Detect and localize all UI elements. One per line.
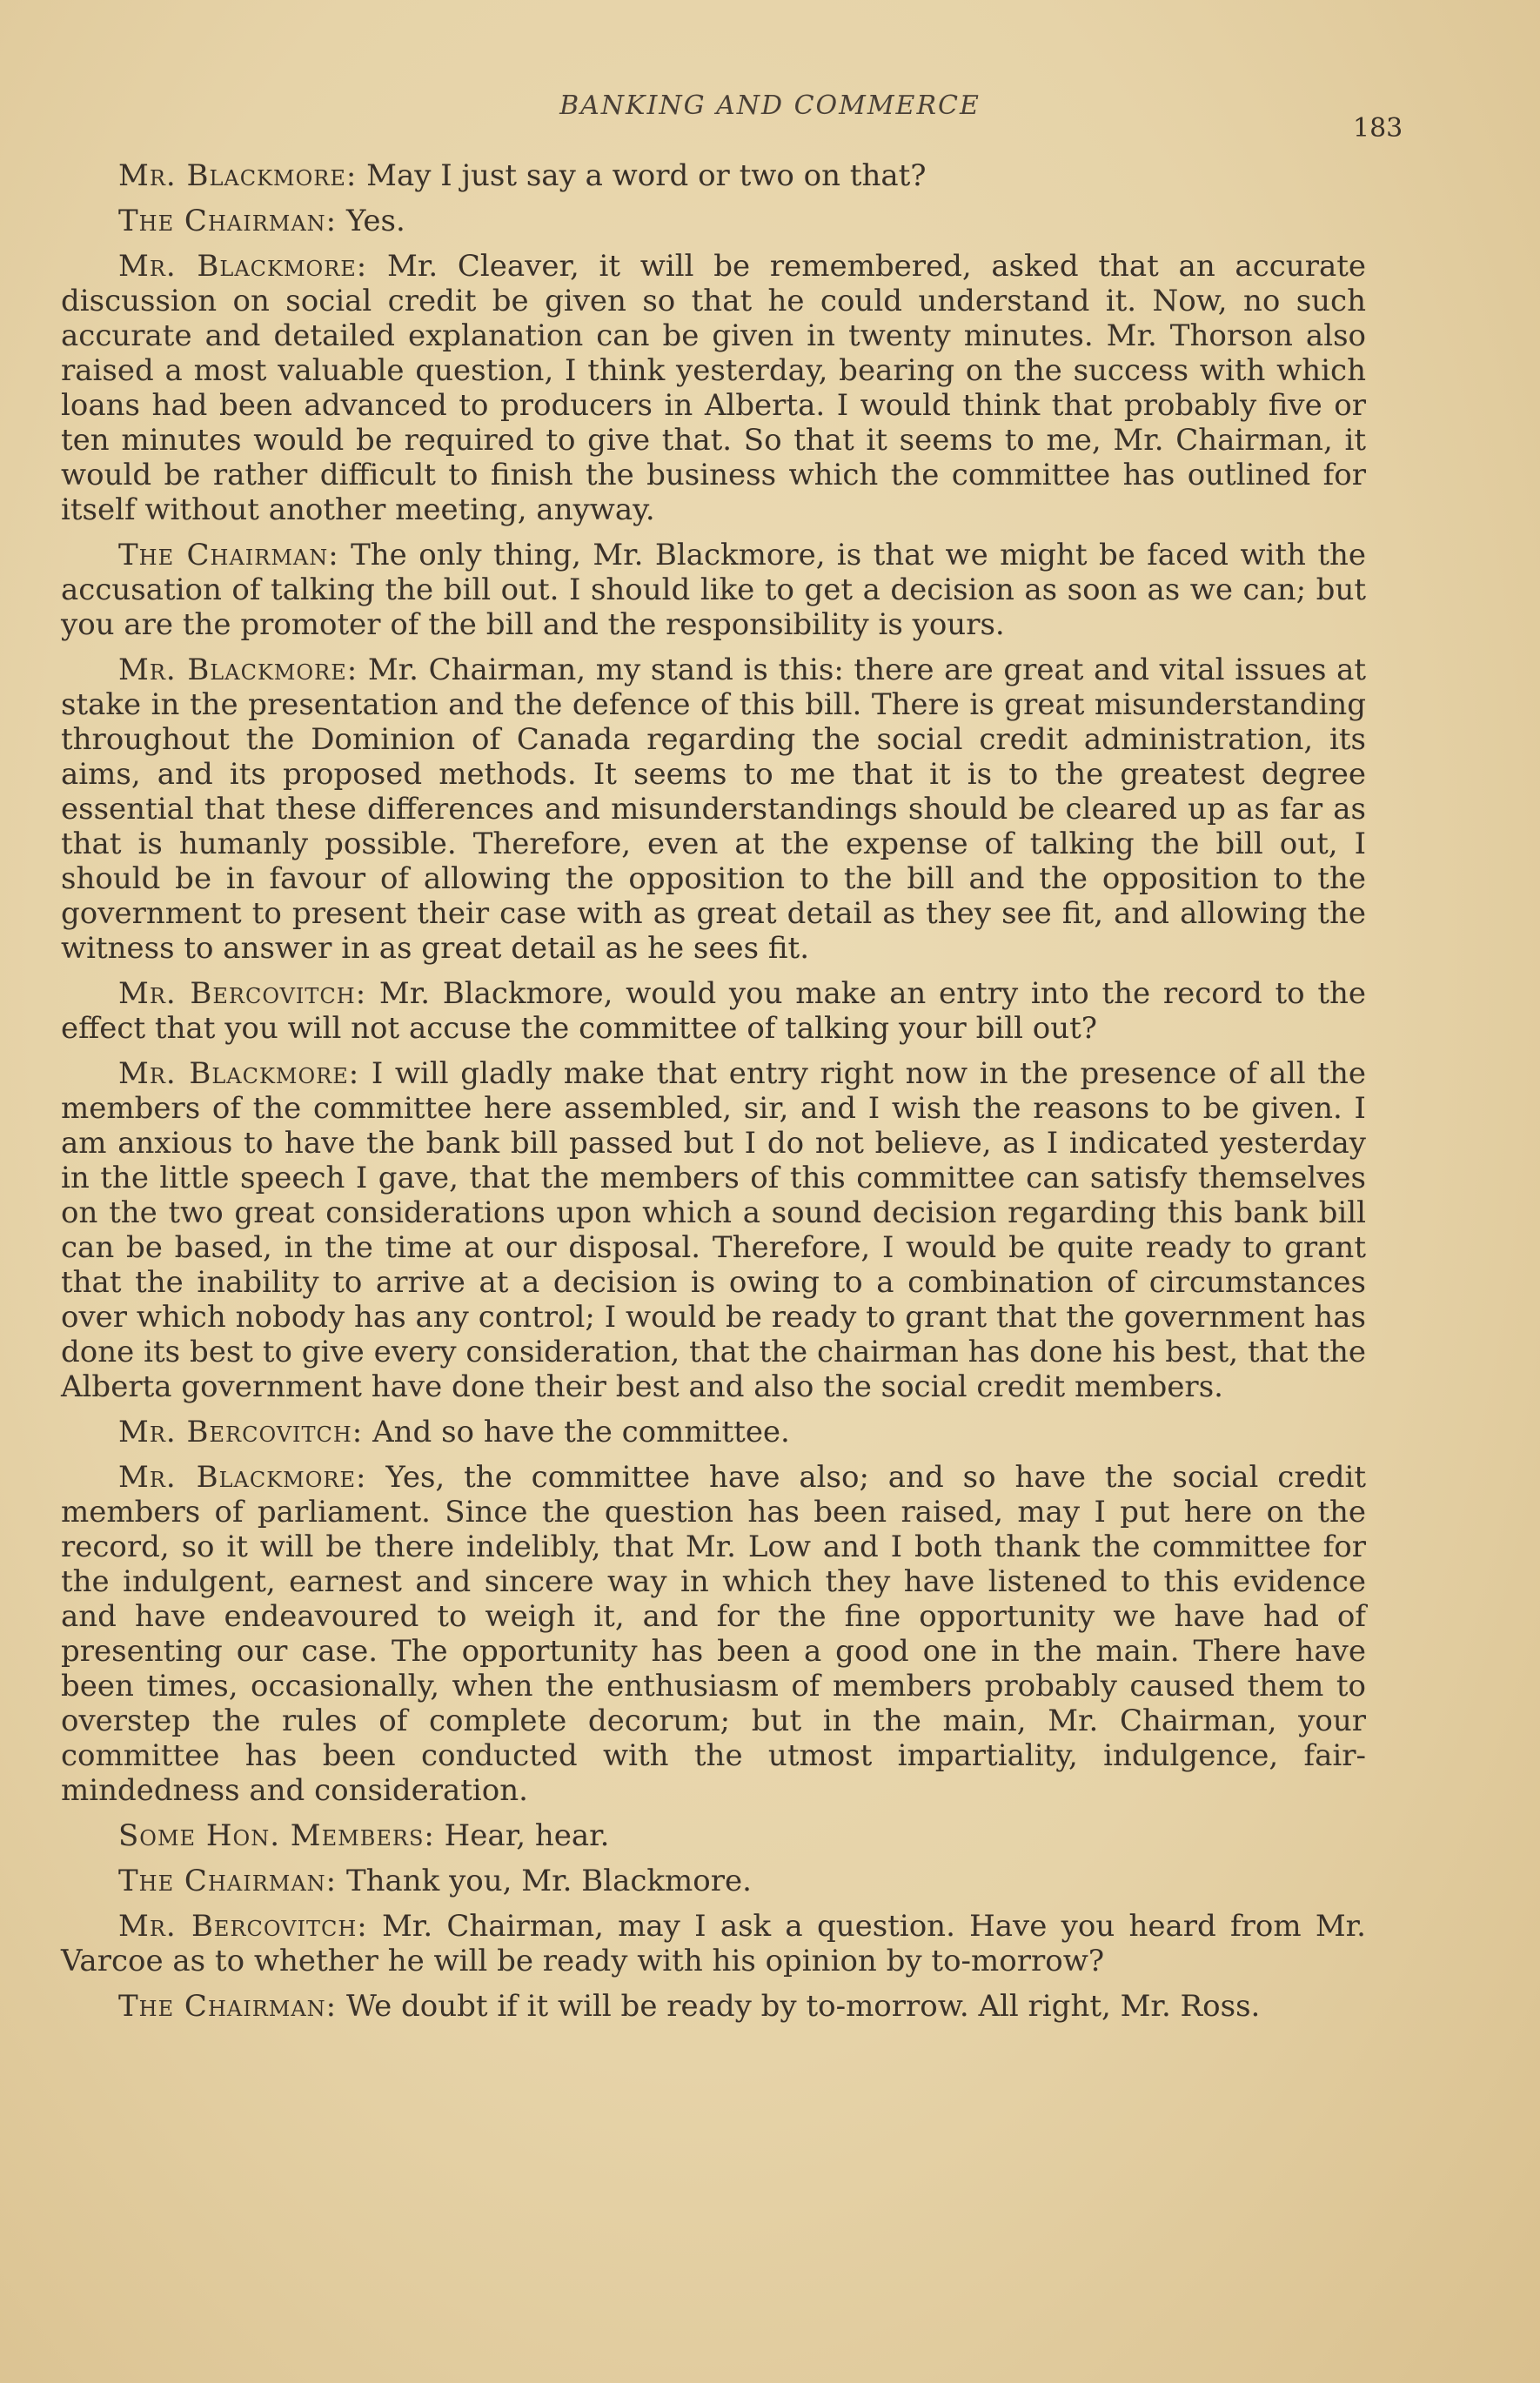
speech-text: Mr. Cleaver, it will be remembered, asked that an accurate discussion on social credit be given so that he could understand it. Now, no such accurate and detailed explanation can be given in twenty minutes. Mr. Thorson also raised a most valuable question, I think yesterday, bearing on the success with which loans had been advanced to producers in Alberta. I would think that probably five or ten minutes would be required to give that. So that it seems to me, Mr. Chairman, it would be rather difficult to finish the business which the committee has outlined for itself without another meeting, anyway. <box>61 249 1366 527</box>
transcript-paragraph <box>61 249 1366 527</box>
speaker-name: The Chairman: <box>118 1864 338 1898</box>
speaker-name: Some Hon. Members: <box>118 1818 435 1853</box>
speech-text: Yes, the committee have also; and so have the social credit members of parliament. Since the question has been raised, may I put here on the record, so it will be there indelibly, that Mr. Low and I both thank the committee for the indulgent, earnest and sincere way in which they have listened to this evidence and have endeavoured to weigh it, and for the fine opportunity we have had of presenting our case. The opportunity has been a good one in the main. There have been times, occasionally, when the enthusiasm of members probably caused them to overstep the rules of complete decorum; but in the main, Mr. Chairman, your committee has been conducted with the utmost impartiality, indulgence, fair-mindedness and consideration. <box>61 1460 1367 1808</box>
speech-text: Mr. Blackmore, would you make an entry into the record to the effect that you will not accuse the committee of talking your bill out? <box>61 976 1367 1046</box>
speaker-name: Mr. Blackmore: <box>118 249 368 284</box>
speech-text: Thank you, Mr. Blackmore. <box>345 1864 752 1898</box>
transcript-paragraph <box>61 538 1366 642</box>
speech-text: Yes. <box>345 204 405 238</box>
speech-text: Mr. Chairman, may I ask a question. Have you heard from Mr. Varcoe as to whether he will be ready with his opinion by to-morrow? <box>61 1909 1366 1978</box>
transcript-paragraph <box>61 158 1366 193</box>
speaker-name: Mr. Bercovitch: <box>118 1415 364 1449</box>
page-number: 183 <box>1353 113 1403 144</box>
speaker-name: Mr. Blackmore: <box>118 653 358 687</box>
transcript-paragraph <box>61 1415 1366 1449</box>
speech-text: We doubt if it will be ready by to-morrow. All right, Mr. Ross. <box>345 1989 1261 2024</box>
speech-text: The only thing, Mr. Blackmore, is that we might be faced with the accusation of talking the bill out. I should like to get a decision as soon as we can; but you are the promoter of the bill and the responsibility is yours. <box>61 538 1366 642</box>
speech-text: I will gladly make that entry right now in the presence of all the members of the committee here assembled, sir, and I wish the reasons to be given. I am anxious to have the bank bill passed but I do not believe, as I indicated yesterday in the little speech I gave, that the members of this committee can satisfy themselves on the two great considerations upon which a sound decision regarding this bank bill can be based, in the time at our disposal. Therefore, I would be quite ready to grant that the inability to arrive at a decision is owing to a combination of circumstances over which nobody has any control; I would be ready to grant that the government has done its best to give every consideration, that the chairman has done his best, that the Alberta government have done their best and also the social credit members. <box>61 1056 1366 1404</box>
transcript-paragraph <box>61 976 1366 1046</box>
transcript-paragraph <box>61 1056 1366 1404</box>
speaker-name: Mr. Bercovitch: <box>118 1909 368 1944</box>
speech-text: And so have the committee. <box>372 1415 790 1449</box>
transcript-paragraph <box>61 1460 1366 1808</box>
transcript-paragraph <box>61 1864 1366 1898</box>
running-head-title: BANKING AND COMMERCE <box>559 90 981 121</box>
transcript-paragraph <box>61 1818 1366 1853</box>
speaker-name: Mr. Bercovitch: <box>118 976 367 1011</box>
speaker-name: The Chairman: <box>118 1989 338 2024</box>
speaker-name: Mr. Blackmore: <box>118 1056 360 1091</box>
transcript-paragraph <box>61 653 1366 966</box>
speaker-name: The Chairman: <box>118 204 338 238</box>
speech-text: Mr. Chairman, my stand is this: there are great and vital issues at stake in the presentation and the defence of this bill. There is great misunderstanding throughout the Dominion of Canada regarding the social credit administration, its aims, and its proposed methods. It seems to me that it is to the greatest degree essential that these differences and misunderstandings should be cleared up as far as that is humanly possible. Therefore, even at the expense of talking the bill out, I should be in favour of allowing the opposition to the bill and the opposition to the government to present their case with as great detail as they see fit, and allowing the witness to answer in as great detail as he sees fit. <box>61 653 1366 966</box>
speech-text: Hear, hear. <box>444 1818 610 1853</box>
speaker-name: The Chairman: <box>118 538 339 572</box>
transcript-body <box>61 158 1366 2034</box>
transcript-paragraph <box>61 204 1366 238</box>
speech-text: May I just say a word or two on that? <box>366 158 927 193</box>
speaker-name: Mr. Blackmore: <box>118 158 358 193</box>
transcript-paragraph <box>61 1989 1366 2024</box>
transcript-paragraph <box>61 1909 1366 1978</box>
speaker-name: Mr. Blackmore: <box>118 1460 367 1495</box>
